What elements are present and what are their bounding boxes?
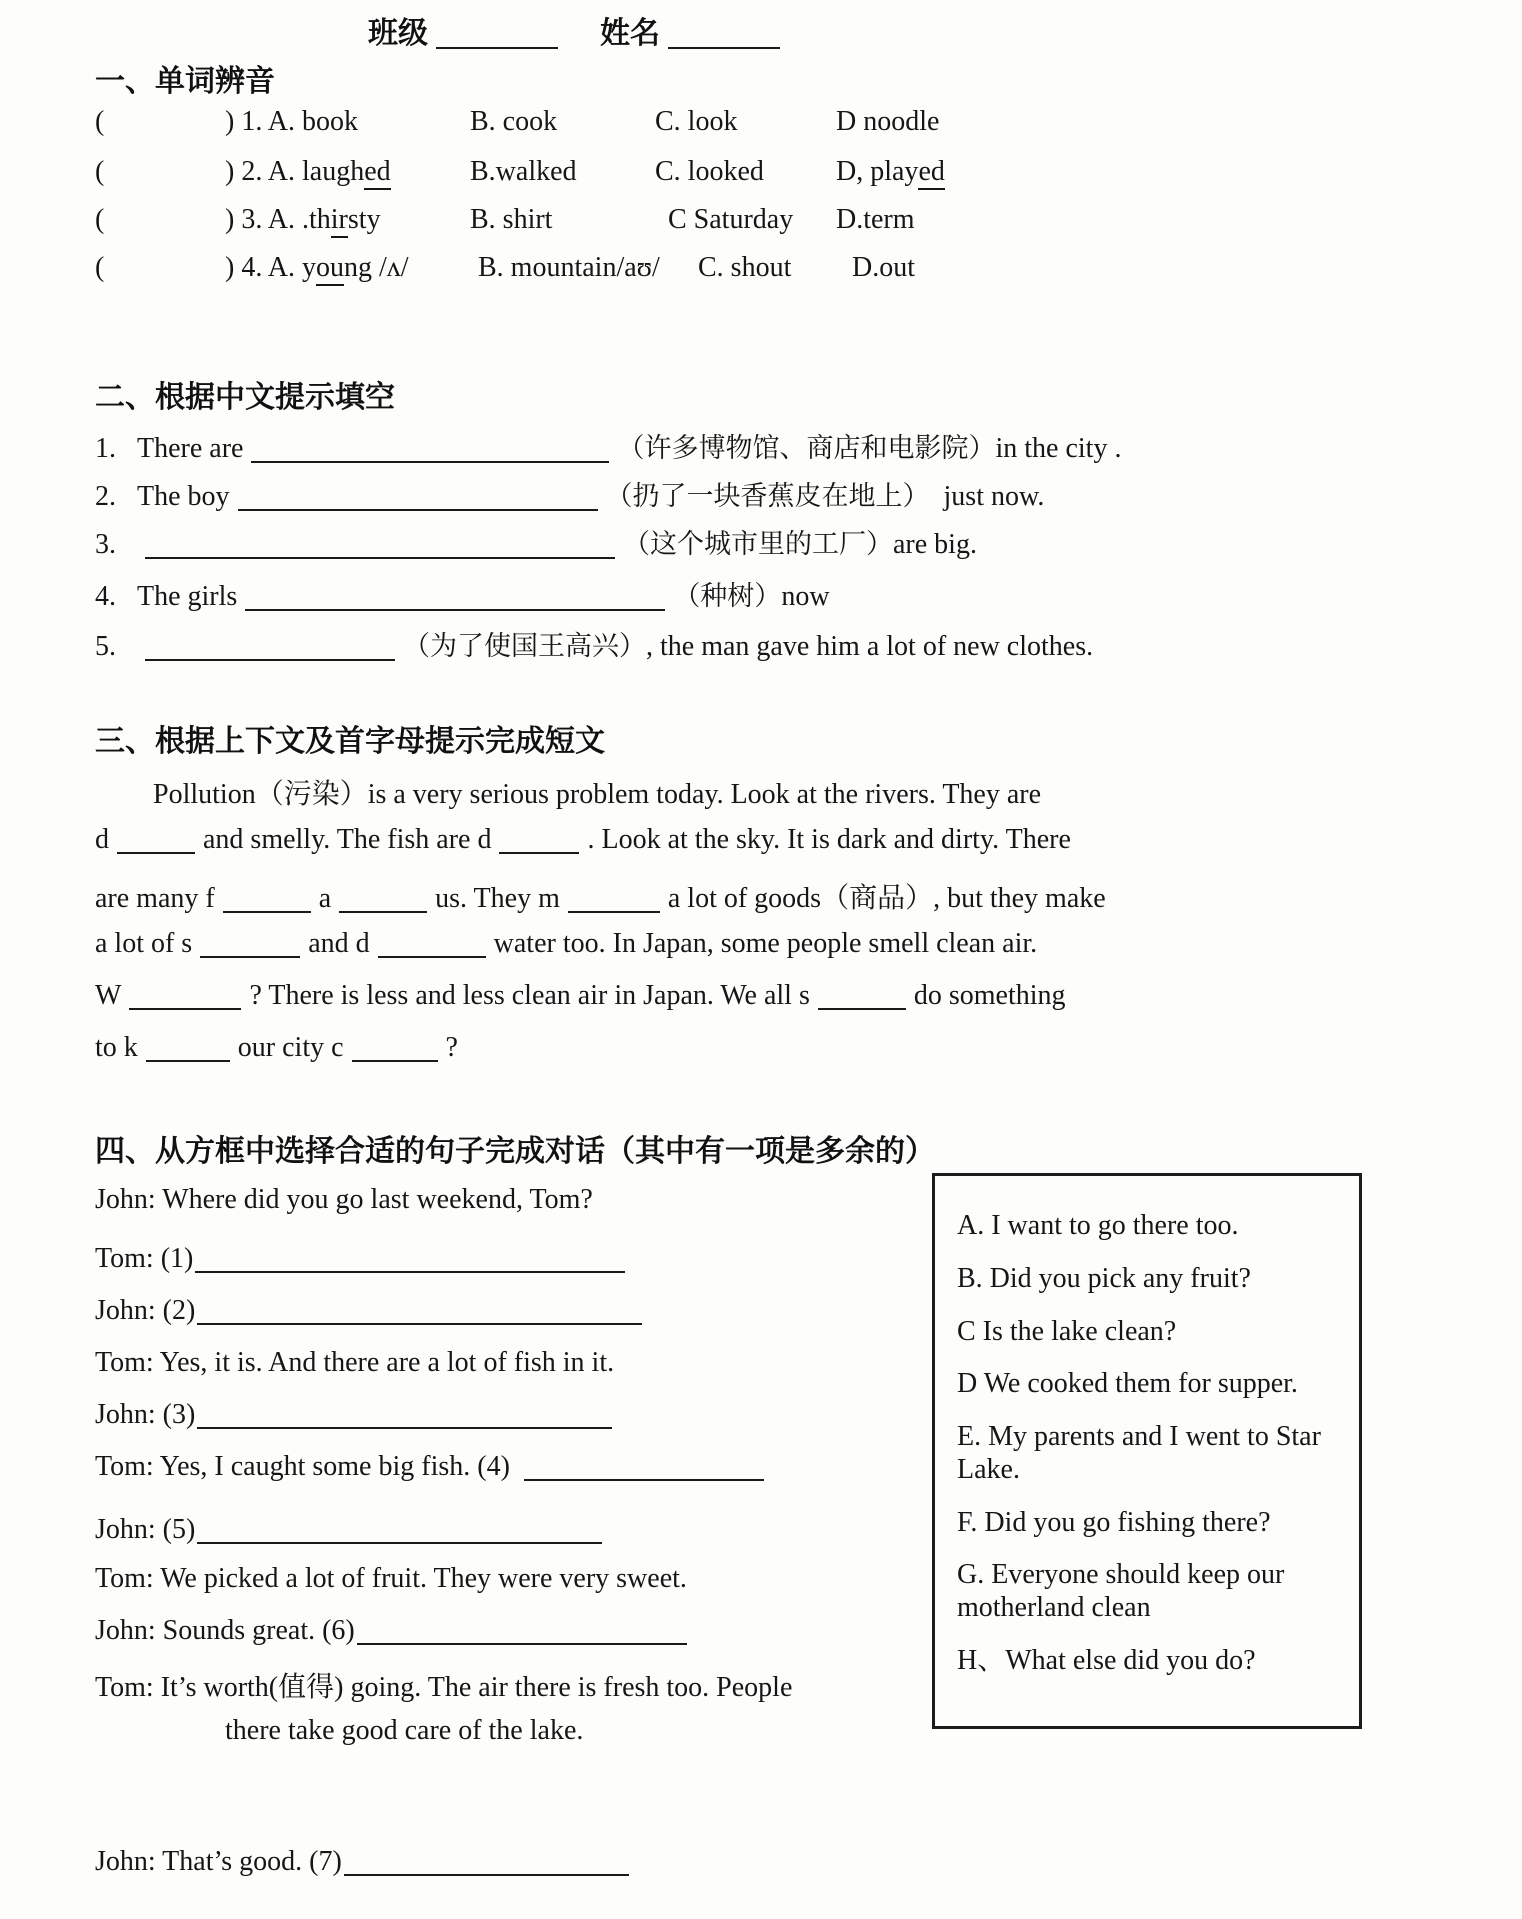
answer-blank[interactable] <box>145 553 615 559</box>
answer-blank-1[interactable] <box>195 1267 625 1273</box>
answer-blank-3[interactable] <box>197 1423 612 1429</box>
answer-blank-6[interactable] <box>357 1639 687 1645</box>
option-c: C Saturday <box>668 204 794 235</box>
s2-item <box>95 474 1044 513</box>
s2-item <box>95 624 1093 663</box>
option-a: ) 3. A. .thirsty <box>225 204 381 236</box>
passage-line: are many f a us. They m a lot of goods（商品）, but they make <box>95 883 1106 914</box>
chinese-hint: （许多博物馆、商店和电影院） <box>617 433 996 463</box>
option-a: ) 4. A. young /ʌ/ <box>225 252 409 284</box>
choice-option-c: C Is the lake clean? <box>957 1315 1177 1347</box>
option-a: ) 1. A. book <box>225 106 358 137</box>
item-number: 3. <box>95 529 116 560</box>
option-c: C. looked <box>655 156 764 187</box>
name-input-blank[interactable] <box>668 43 780 49</box>
choice-option-f: F. Did you go fishing there? <box>957 1506 1271 1538</box>
dialogue-line: John: Where did you go last weekend, Tom? <box>95 1184 593 1215</box>
option-c: C. look <box>655 106 738 137</box>
answer-blank[interactable] <box>129 1004 241 1010</box>
section3-heading: 三、根据上下文及首字母提示完成短文 <box>95 725 605 758</box>
choice-option-e: E. My parents and I went to Star Lake. <box>957 1421 1321 1485</box>
dialogue-line-wrap: there take good care of the lake. <box>225 1715 584 1746</box>
item-text-post: just now. <box>943 481 1045 512</box>
section4-heading: 四、从方框中选择合适的句子完成对话（其中有一项是多余的） <box>95 1135 935 1168</box>
answer-blank-5[interactable] <box>197 1538 602 1544</box>
option-c: C. shout <box>698 252 792 283</box>
choice-option-b: B. Did you pick any fruit? <box>957 1262 1251 1294</box>
dialogue-line: John: (2) <box>95 1295 650 1327</box>
item-text-post: now <box>781 581 830 612</box>
dialogue-line: John: (5) <box>95 1514 610 1546</box>
passage-line: Pollution（污染）is a very serious problem today. Look at the rivers. They are <box>153 779 1042 810</box>
class-input-blank[interactable] <box>436 43 558 49</box>
answer-blank[interactable] <box>339 907 427 913</box>
dialogue-line: Tom: It’s worth(值得) going. The air there is fresh too. People <box>95 1672 793 1703</box>
answer-paren[interactable]: ( <box>95 106 105 137</box>
answer-blank[interactable] <box>200 952 300 958</box>
item-text-post: , the man gave him a lot of new clothes. <box>646 631 1094 662</box>
answer-blank-7[interactable] <box>344 1870 629 1876</box>
option-b: B.walked <box>470 156 577 187</box>
dialogue-line: John: That’s good. (7) <box>95 1846 637 1878</box>
answer-blank[interactable] <box>352 1056 438 1062</box>
option-d: D.out <box>852 252 915 283</box>
option-b: B. mountain/aʊ/ <box>478 252 660 283</box>
answer-blank[interactable] <box>818 1004 906 1010</box>
answer-blank[interactable] <box>378 952 486 958</box>
dialogue-line: Tom: (1) <box>95 1243 633 1275</box>
item-text: The boy <box>137 481 230 512</box>
dialogue-line: John: (3) <box>95 1399 620 1431</box>
answer-blank[interactable] <box>499 848 579 854</box>
item-text-post: in the city . <box>995 433 1122 464</box>
chinese-hint: （这个城市里的工厂） <box>623 529 893 559</box>
option-b: B. cook <box>470 106 558 137</box>
item-text: There are <box>137 433 244 464</box>
option-d: D, played <box>836 156 945 188</box>
choice-box <box>932 1173 1362 1729</box>
dialogue-line: John: Sounds great. (6) <box>95 1615 695 1647</box>
item-text-post: are big. <box>893 529 977 560</box>
dialogue-line: Tom: Yes, it is. And there are a lot of fish in it. <box>95 1347 615 1378</box>
option-d: D noodle <box>836 106 940 137</box>
chinese-hint: （扔了一块香蕉皮在地上） <box>605 481 930 511</box>
dialogue-line: Tom: We picked a lot of fruit. They were very sweet. <box>95 1563 687 1594</box>
passage-line: W ? There is less and less clean air in Japan. We all s do something <box>95 980 1066 1011</box>
answer-blank[interactable] <box>251 457 609 463</box>
answer-blank[interactable] <box>238 505 598 511</box>
item-number: 1. <box>95 433 116 464</box>
item-text: The girls <box>137 581 238 612</box>
passage-line: d and smelly. The fish are d . Look at the sky. It is dark and dirty. There <box>95 824 1071 855</box>
passage-line: a lot of s and d water too. In Japan, some people smell clean air. <box>95 928 1038 959</box>
item-number: 2. <box>95 481 116 512</box>
answer-blank[interactable] <box>146 1056 230 1062</box>
class-label: 班级 <box>368 17 428 50</box>
option-b: B. shirt <box>470 204 553 235</box>
answer-paren[interactable]: ( <box>95 252 105 283</box>
choice-option-a: A. I want to go there too. <box>957 1210 1239 1241</box>
chinese-hint: （为了使国王高兴） <box>403 631 646 661</box>
choice-option-d: D We cooked them for supper. <box>957 1368 1298 1400</box>
option-a: ) 2. A. laughed <box>225 156 391 188</box>
answer-blank[interactable] <box>568 907 660 913</box>
item-number: 4. <box>95 581 116 612</box>
page-header <box>368 8 788 52</box>
answer-blank[interactable] <box>117 848 195 854</box>
chinese-hint: （种树） <box>673 581 782 611</box>
item-number: 5. <box>95 631 116 662</box>
answer-blank[interactable] <box>245 605 665 611</box>
answer-blank-4[interactable] <box>524 1475 764 1481</box>
passage-line: to k our city c ? <box>95 1032 458 1063</box>
choice-option-h: H、What else did you do? <box>957 1644 1256 1676</box>
s2-item <box>95 522 977 561</box>
section2-heading: 二、根据中文提示填空 <box>95 381 395 414</box>
name-label: 姓名 <box>600 17 660 50</box>
answer-paren[interactable]: ( <box>95 204 105 235</box>
dialogue-line: Tom: Yes, I caught some big fish. (4) <box>95 1451 772 1483</box>
option-d: D.term <box>836 204 915 235</box>
answer-paren[interactable]: ( <box>95 156 105 187</box>
choice-option-g: G. Everyone should keep our motherland clean <box>957 1559 1285 1623</box>
section1-heading: 一、单词辨音 <box>95 65 275 98</box>
answer-blank[interactable] <box>145 655 395 661</box>
s2-item <box>95 426 1121 465</box>
s2-item <box>95 574 830 613</box>
answer-blank[interactable] <box>223 907 311 913</box>
answer-blank-2[interactable] <box>197 1319 642 1325</box>
